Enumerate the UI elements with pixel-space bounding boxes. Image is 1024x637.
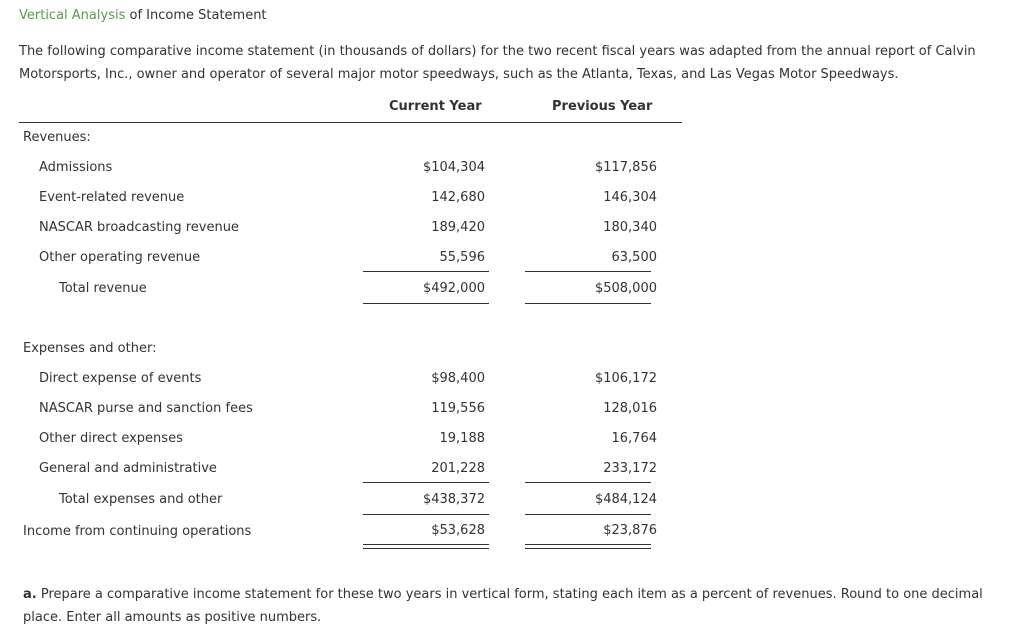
value-current: 201,228	[431, 461, 485, 476]
header-rule	[19, 122, 682, 123]
subtotal-rule	[363, 482, 489, 483]
income-previous: $23,876	[603, 523, 657, 538]
intro-paragraph: The following comparative income statement (in thousands of dollars) for the two recent fiscal years was adapted from the annual report of Calvin Motorsports, Inc., owner and operator of several major motor speedways, such as the Atlanta, Texas, and Las Vegas Motor Speedways.	[19, 44, 976, 82]
row-label: Other direct expenses	[39, 431, 183, 446]
value-previous: 180,340	[603, 220, 657, 235]
subtotal-rule	[525, 514, 651, 515]
value-current: $98,400	[431, 371, 485, 386]
title-rest: of Income Statement	[125, 8, 267, 23]
value-previous: 146,304	[603, 190, 657, 205]
income-current: $53,628	[431, 523, 485, 538]
row-label: NASCAR purse and sanction fees	[39, 401, 253, 416]
row-label: Admissions	[39, 160, 113, 175]
value-previous: $106,172	[594, 371, 657, 386]
row-label: Event-related revenue	[39, 190, 185, 205]
title-link[interactable]: Vertical Analysis	[19, 8, 126, 23]
value-previous: $117,856	[594, 160, 657, 175]
question-a	[23, 583, 1013, 629]
row-label: Direct expense of events	[39, 371, 202, 386]
subtotal-rule	[525, 271, 651, 272]
total-rule	[363, 303, 489, 304]
row-label: General and administrative	[39, 461, 217, 476]
total-expenses-current: $438,372	[422, 492, 485, 507]
row-label: NASCAR broadcasting revenue	[39, 220, 239, 235]
value-current: 55,596	[439, 250, 485, 265]
income-label: Income from continuing operations	[23, 524, 252, 539]
value-previous: 16,764	[611, 431, 657, 446]
value-current: $104,304	[422, 160, 485, 175]
value-previous: 128,016	[603, 401, 657, 416]
value-previous: 233,172	[603, 461, 657, 476]
subtotal-rule	[363, 514, 489, 515]
total-rule	[525, 303, 651, 304]
column-header-previous: Previous Year	[552, 99, 653, 114]
double-rule	[525, 544, 651, 549]
question-marker: a.	[23, 587, 37, 602]
value-previous: 63,500	[611, 250, 657, 265]
value-current: 19,188	[439, 431, 485, 446]
question-text: Prepare a comparative income statement for these two years in vertical form, stating each item as a percent of revenues. Round to one decimal place. Enter all amounts as positive numbers.	[23, 587, 983, 625]
value-current: 142,680	[431, 190, 485, 205]
double-rule	[363, 544, 489, 549]
column-header-current: Current Year	[389, 99, 482, 114]
page-title	[19, 8, 267, 23]
subtotal-rule	[363, 271, 489, 272]
revenues-heading: Revenues:	[23, 130, 91, 145]
total-revenue-current: $492,000	[422, 281, 485, 296]
row-label: Other operating revenue	[39, 250, 201, 265]
total-expenses-previous: $484,124	[594, 492, 657, 507]
value-current: 189,420	[431, 220, 485, 235]
total-revenue-label: Total revenue	[59, 281, 147, 296]
value-current: 119,556	[431, 401, 485, 416]
subtotal-rule	[525, 482, 651, 483]
expenses-heading: Expenses and other:	[23, 341, 157, 356]
total-revenue-previous: $508,000	[594, 281, 657, 296]
total-expenses-label: Total expenses and other	[59, 492, 223, 507]
